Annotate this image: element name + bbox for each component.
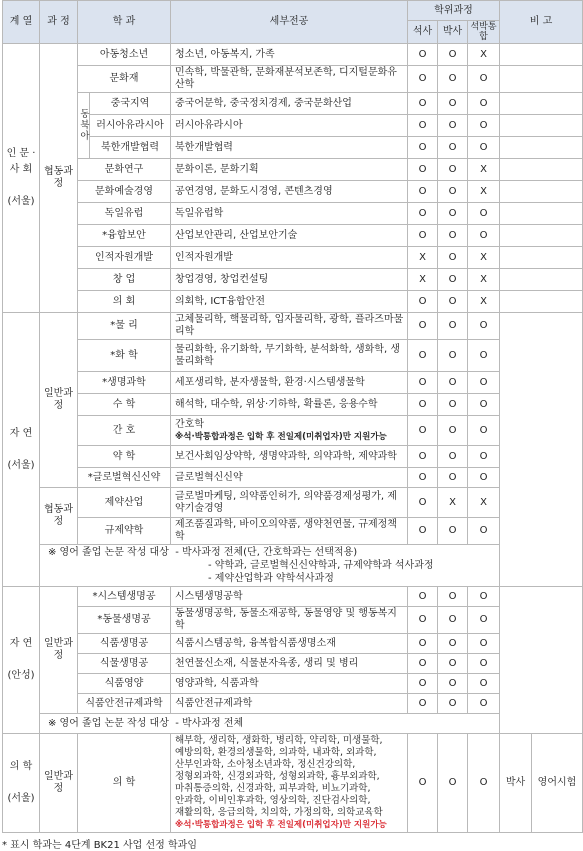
note-line: - 제약산업학과 약학석사과정	[208, 573, 334, 584]
dept-cell: 북한개발협력	[90, 137, 171, 159]
northeast-text: 동북아	[80, 109, 90, 142]
master-cell: O	[408, 468, 438, 488]
master-cell: O	[408, 44, 438, 66]
doctor-cell: O	[438, 394, 468, 416]
dept-cell: 간 호	[78, 416, 171, 446]
major-cell: 산업보안관리, 산업보안기술	[171, 225, 408, 247]
master-cell: O	[408, 181, 438, 203]
remark-cell	[500, 93, 583, 115]
doctor-cell: O	[438, 291, 468, 313]
major-cell: 천연물신소재, 식물분자육종, 생리 및 병리	[171, 654, 408, 674]
doctor-cell: O	[438, 93, 468, 115]
note-lead: ※ 영어 졸업 논문 작성 대상	[48, 718, 169, 729]
integrated-cell: X	[468, 247, 500, 269]
process-anseong: 일반과정	[40, 587, 78, 714]
major-cell: 고체물리학, 핵물리학, 입자물리학, 광학, 플라즈마물리학	[171, 313, 408, 340]
campus-label: (안성)	[7, 670, 35, 681]
remark-cell	[500, 225, 583, 247]
integrated-cell: O	[468, 203, 500, 225]
doctor-cell: O	[438, 654, 468, 674]
major-cell: 러시아유라시아	[171, 115, 408, 137]
doctor-cell: O	[438, 44, 468, 66]
dept-cell: 창 업	[78, 269, 171, 291]
major-cell: 식품시스템공학, 융복합식품생명소재	[171, 634, 408, 654]
remark-cell	[500, 137, 583, 159]
dept-cell: 식품안전규제과학	[78, 694, 171, 714]
major-cell: 공연경영, 문화도시경영, 콘텐츠경영	[171, 181, 408, 203]
dept-cell: *글로벌혁신신약	[78, 468, 171, 488]
remark-cell	[500, 247, 583, 269]
remark-cell	[500, 66, 583, 93]
major-note: ※석·박통합과정은 입학 후 전일제(미취업자)만 지원가능	[175, 820, 387, 830]
dept-cell: 식물생명공	[78, 654, 171, 674]
header-doctor: 박사	[438, 21, 468, 44]
master-cell: O	[408, 734, 438, 833]
doctor-cell: O	[438, 468, 468, 488]
master-cell: X	[408, 269, 438, 291]
footnote: * 표시 학과는 4단계 BK21 사업 선정 학과임	[2, 840, 197, 851]
header-field: 계 열	[3, 1, 40, 44]
integrated-cell: X	[468, 181, 500, 203]
major-cell: 중국어문학, 중국정치경제, 중국문화산업	[171, 93, 408, 115]
integrated-cell: O	[468, 416, 500, 446]
header-dept: 학 과	[78, 1, 171, 44]
dept-cell: 문화예술경영	[78, 181, 171, 203]
dept-cell: 문화재	[78, 66, 171, 93]
major-cell: 해석학, 대수학, 위상·기하학, 확률론, 응용수학	[171, 394, 408, 416]
integrated-cell: X	[468, 44, 500, 66]
master-cell: O	[408, 674, 438, 694]
major-note: ※석·박통합과정은 입학 후 전일제(미취업자)만 지원가능	[175, 431, 387, 442]
field-label: 의 학	[9, 761, 33, 772]
integrated-cell: O	[468, 372, 500, 394]
master-cell: X	[408, 247, 438, 269]
remark-cell	[500, 203, 583, 225]
campus-label: (서울)	[7, 459, 35, 471]
dept-cell: 수 학	[78, 394, 171, 416]
major-cell: 인적자원개발	[171, 247, 408, 269]
doctor-cell: O	[438, 115, 468, 137]
field-medicine	[3, 734, 40, 833]
field-label: 자 연	[9, 638, 33, 649]
major-line: 안과학, 이비인후과학, 영상의학, 진단검사의학,	[175, 795, 371, 806]
dept-cell: 의 학	[78, 734, 171, 833]
master-cell: O	[408, 291, 438, 313]
remark-cell	[500, 313, 583, 587]
field-science-seoul	[3, 313, 40, 587]
doctor-cell: O	[438, 674, 468, 694]
field-label: 자 연	[9, 427, 33, 439]
dept-cell: 인적자원개발	[78, 247, 171, 269]
integrated-cell: O	[468, 518, 500, 545]
major-line: 정형외과학, 신경외과학, 성형외과학, 흉부외과학,	[175, 771, 380, 782]
remark-cell-degree: 박사	[500, 734, 532, 833]
remark-cell	[500, 159, 583, 181]
dept-cell: 러시아유라시아	[90, 115, 171, 137]
major-cell: 청소년, 아동복지, 가족	[171, 44, 408, 66]
doctor-cell: O	[438, 66, 468, 93]
dept-cell: 약 학	[78, 446, 171, 468]
master-cell: O	[408, 446, 438, 468]
major-line: 해부학, 생리학, 생화학, 병리학, 약리학, 미생물학,	[175, 735, 383, 746]
campus-label: (서울)	[7, 793, 35, 804]
integrated-cell: O	[468, 115, 500, 137]
integrated-cell: O	[468, 313, 500, 340]
remark-cell-exam: 영어시험	[532, 734, 583, 833]
doctor-cell: O	[438, 446, 468, 468]
major-line: 산부인과학, 소아청소년과학, 정신건강의학,	[175, 759, 356, 770]
master-cell: O	[408, 488, 438, 518]
field-label: 인 문 · 사 회	[6, 148, 36, 175]
master-cell: O	[408, 340, 438, 372]
process-medicine: 일반과정	[40, 734, 78, 833]
note-line: - 약학과, 글로벌혁신신약학과, 규제약학과 석사과정	[208, 560, 434, 571]
dept-cell: 제약산업	[78, 488, 171, 518]
process-science-general: 일반과정	[40, 313, 78, 488]
major-cell: 북한개발협력	[171, 137, 408, 159]
doctor-cell: X	[438, 488, 468, 518]
master-cell: O	[408, 159, 438, 181]
master-cell: O	[408, 66, 438, 93]
major-cell: 보건사회임상약학, 생명약과학, 의약과학, 제약과학	[171, 446, 408, 468]
dept-cell: *생명과학	[78, 372, 171, 394]
remark-cell	[500, 587, 583, 734]
major-cell: 시스템생명공학	[171, 587, 408, 607]
header-process: 과 정	[40, 1, 78, 44]
major-cell: 세포생리학, 분자생물학, 환경·시스템생물학	[171, 372, 408, 394]
major-text: 간호학	[175, 418, 204, 430]
note-line: - 박사과정 전체(단, 간호학과는 선택적용)	[175, 547, 358, 558]
dept-cell: *시스템생명공	[78, 587, 171, 607]
dept-cell: *물 리	[78, 313, 171, 340]
major-cell: 영양과학, 식품과학	[171, 674, 408, 694]
doctor-cell: O	[438, 634, 468, 654]
integrated-cell: O	[468, 607, 500, 634]
dept-cell: 의 회	[78, 291, 171, 313]
major-cell: 창업경영, 창업컨설팅	[171, 269, 408, 291]
integrated-cell: O	[468, 93, 500, 115]
remark-cell	[500, 115, 583, 137]
field-science-anseong	[3, 587, 40, 734]
dept-cell: 독일유럽	[78, 203, 171, 225]
master-cell: O	[408, 313, 438, 340]
major-cell: 의회학, ICT융합안전	[171, 291, 408, 313]
dept-cell: *동물생명공	[78, 607, 171, 634]
doctor-cell: O	[438, 181, 468, 203]
master-cell: O	[408, 137, 438, 159]
master-cell: O	[408, 115, 438, 137]
dept-cell: 식품영양	[78, 674, 171, 694]
major-line: 재활의학, 응급의학, 치의학, 가정의학, 의학교육학	[175, 807, 383, 818]
integrated-cell: O	[468, 634, 500, 654]
doctor-cell: O	[438, 313, 468, 340]
master-cell: O	[408, 518, 438, 545]
integrated-cell: X	[468, 488, 500, 518]
remark-cell	[500, 44, 583, 66]
dept-cell: 문화연구	[78, 159, 171, 181]
science-seoul-note	[40, 545, 500, 587]
doctor-cell: O	[438, 734, 468, 833]
doctor-cell: O	[438, 269, 468, 291]
major-cell: 독일유럽학	[171, 203, 408, 225]
integrated-cell: O	[468, 734, 500, 833]
integrated-cell: X	[468, 159, 500, 181]
dept-cell: *융합보안	[78, 225, 171, 247]
integrated-cell: X	[468, 291, 500, 313]
master-cell: O	[408, 203, 438, 225]
anseong-note	[40, 714, 500, 734]
major-cell: 동물생명공학, 동물소재공학, 동물영양 및 행동복지학	[171, 607, 408, 634]
major-cell: 문화이론, 문화기획	[171, 159, 408, 181]
master-cell: O	[408, 225, 438, 247]
doctor-cell: O	[438, 137, 468, 159]
doctor-cell: O	[438, 159, 468, 181]
major-cell: 민속학, 박물관학, 문화재분석보존학, 디지털문화유산학	[171, 66, 408, 93]
dept-cell: 중국지역	[90, 93, 171, 115]
campus-label: (서울)	[7, 196, 35, 207]
major-cell: 글로벌마케팅, 의약품인허가, 의약품경제성평가, 제약기술경영	[171, 488, 408, 518]
remark-cell	[500, 181, 583, 203]
process-science-coop: 협동과정	[40, 488, 78, 545]
major-cell	[171, 416, 408, 446]
doctor-cell: O	[438, 607, 468, 634]
major-line: 마취통증의학, 신경과학, 피부과학, 비뇨기과학,	[175, 783, 371, 794]
integrated-cell: O	[468, 674, 500, 694]
doctor-cell: O	[438, 694, 468, 714]
major-cell: 물리화학, 유기화학, 무기화학, 분석화학, 생화학, 생물리화학	[171, 340, 408, 372]
note-lead: ※ 영어 졸업 논문 작성 대상	[48, 547, 169, 558]
remark-cell	[500, 269, 583, 291]
integrated-cell: O	[468, 340, 500, 372]
integrated-cell: O	[468, 587, 500, 607]
dept-cell: 식품생명공	[78, 634, 171, 654]
doctor-cell: O	[438, 518, 468, 545]
integrated-cell: X	[468, 269, 500, 291]
master-cell: O	[408, 416, 438, 446]
major-cell	[171, 734, 408, 833]
integrated-cell: O	[468, 225, 500, 247]
doctor-cell: O	[438, 203, 468, 225]
integrated-cell: O	[468, 654, 500, 674]
integrated-cell: O	[468, 468, 500, 488]
header-degree: 학위과정	[408, 1, 500, 21]
integrated-cell: O	[468, 694, 500, 714]
doctor-cell: O	[438, 587, 468, 607]
northeast-label	[78, 93, 90, 159]
major-cell: 식품안전규제과학	[171, 694, 408, 714]
header-major: 세부전공	[171, 1, 408, 44]
master-cell: O	[408, 694, 438, 714]
header-master: 석사	[408, 21, 438, 44]
major-cell: 제조품질과학, 바이오의약품, 생약천연물, 규제정책학	[171, 518, 408, 545]
doctor-cell: O	[438, 225, 468, 247]
process-humanities: 협동과정	[40, 44, 78, 313]
major-cell: 글로벌혁신신약	[171, 468, 408, 488]
program-table	[2, 0, 583, 833]
remark-cell	[500, 291, 583, 313]
master-cell: O	[408, 654, 438, 674]
integrated-cell: O	[468, 137, 500, 159]
header-remark: 비 고	[500, 1, 583, 44]
master-cell: O	[408, 372, 438, 394]
integrated-cell: O	[468, 66, 500, 93]
major-line: 예방의학, 환경의생물학, 의과학, 내과학, 외과학,	[175, 747, 377, 758]
doctor-cell: O	[438, 247, 468, 269]
integrated-cell: O	[468, 446, 500, 468]
master-cell: O	[408, 634, 438, 654]
header-integrated: 석박통합	[468, 21, 500, 44]
doctor-cell: O	[438, 340, 468, 372]
dept-cell: 아동청소년	[78, 44, 171, 66]
note-line: - 박사과정 전체	[175, 718, 244, 729]
dept-cell: *화 학	[78, 340, 171, 372]
master-cell: O	[408, 607, 438, 634]
doctor-cell: O	[438, 416, 468, 446]
dept-cell: 규제약학	[78, 518, 171, 545]
integrated-cell: O	[468, 394, 500, 416]
field-humanities	[3, 44, 40, 313]
doctor-cell: O	[438, 372, 468, 394]
master-cell: O	[408, 587, 438, 607]
master-cell: O	[408, 93, 438, 115]
master-cell: O	[408, 394, 438, 416]
